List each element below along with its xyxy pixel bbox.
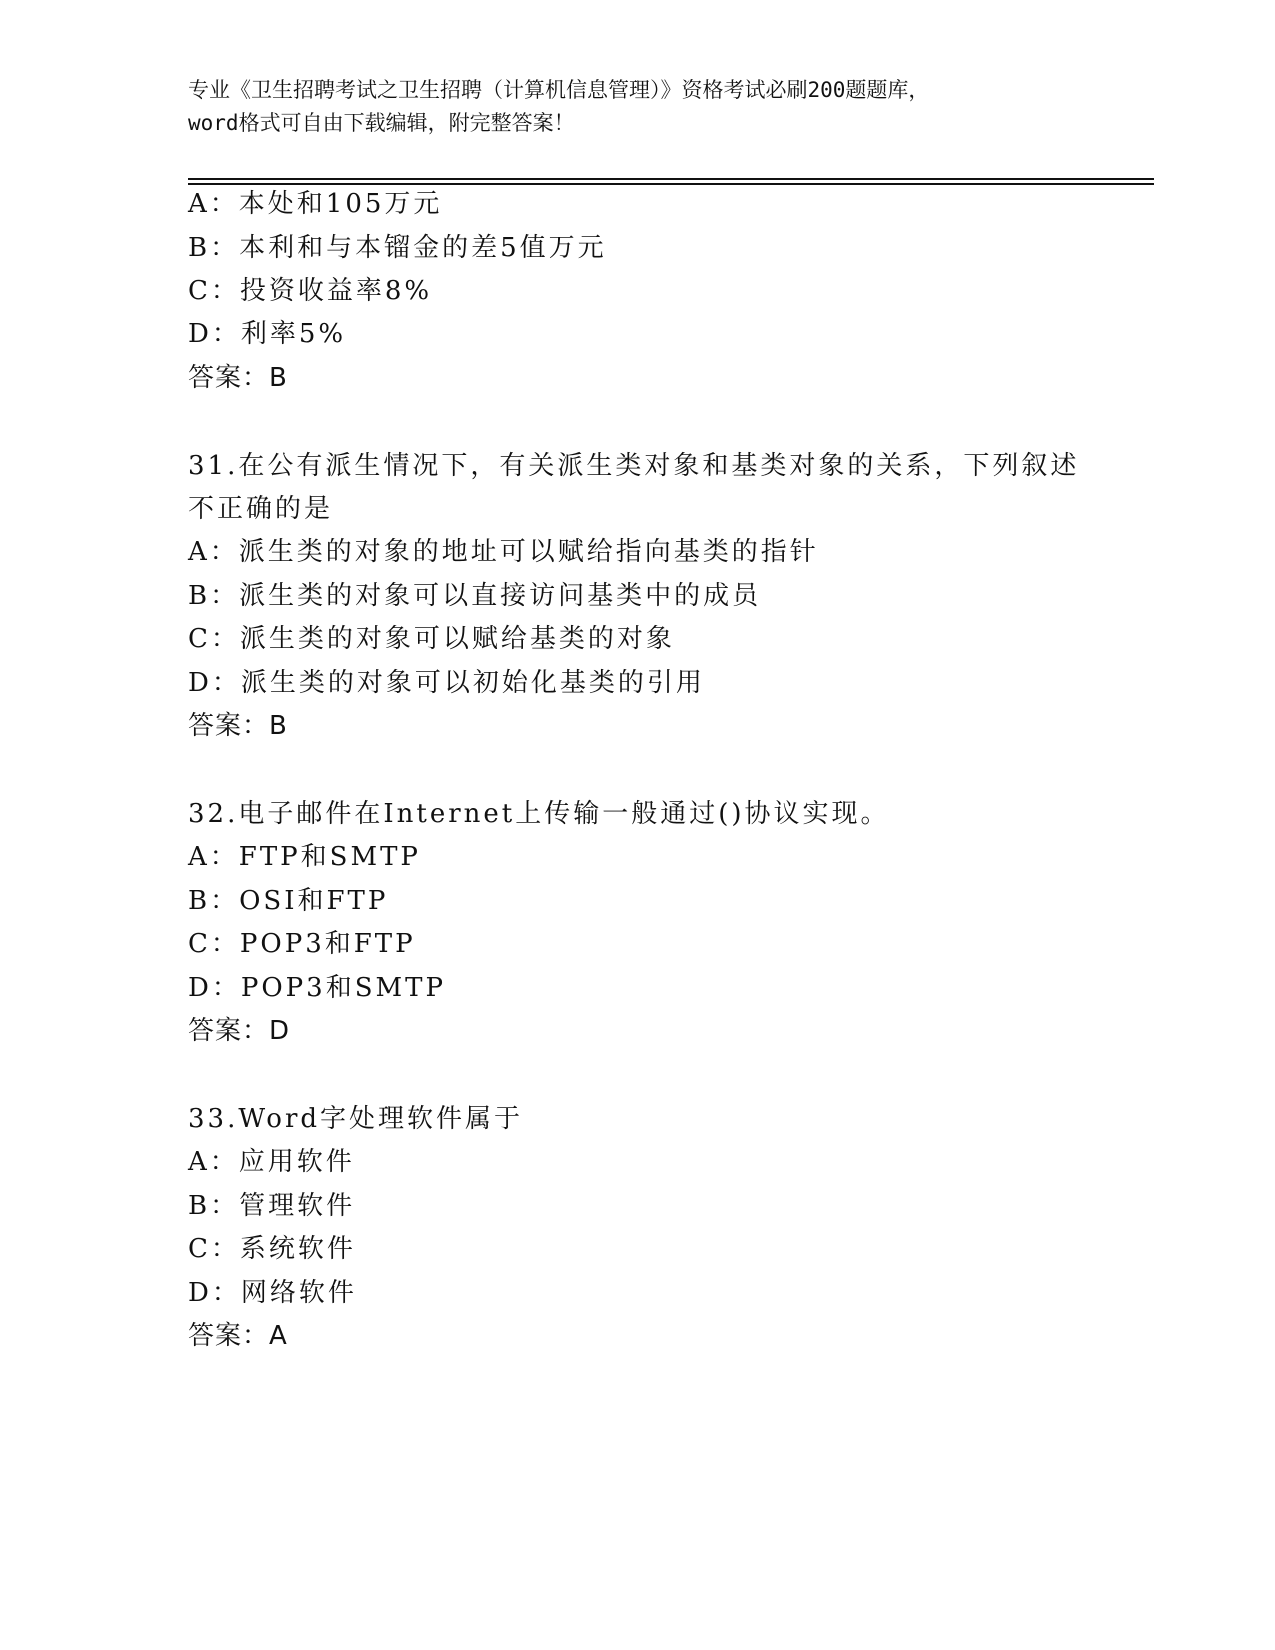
q31-stem-line-2: 不正确的是 [188,494,334,524]
document-header [188,74,1088,140]
q33-option-b: B：管理软件 [188,1191,356,1221]
header-divider-top [188,178,1154,180]
q31-option-c: C：派生类的对象可以赋给基类的对象 [188,624,675,654]
q30-option-b: B：本利和与本镏金的差5值万元 [188,233,607,263]
q31-option-d: D：派生类的对象可以初始化基类的引用 [188,668,705,698]
q31-option-b: B：派生类的对象可以直接访问基类中的成员 [188,581,762,611]
q30-option-d: D：利率5% [188,319,347,349]
q33-option-d: D：网络软件 [188,1278,357,1308]
q33-answer: 答案：A [188,1321,288,1351]
q33-stem: 33.Word字处理软件属于 [188,1104,524,1134]
q31-option-a: A：派生类的对象的地址可以赋给指向基类的指针 [188,537,819,567]
q30-option-a: A：本处和105万元 [188,189,443,219]
q32-answer: 答案：D [188,1016,291,1046]
q32-option-a: A：FTP和SMTP [188,842,421,872]
q30-answer: 答案：B [188,363,288,393]
header-divider-bottom [188,183,1154,185]
q31-answer: 答案：B [188,711,288,741]
q31-stem-line-1: 31.在公有派生情况下，有关派生类对象和基类对象的关系，下列叙述 [188,451,1080,481]
q32-option-b: B：OSI和FTP [188,886,389,916]
header-line-1: 专业《卫生招聘考试之卫生招聘（计算机信息管理）》资格考试必刷200题题库， [188,78,930,102]
q30-option-c: C：投资收益率8% [188,276,433,306]
q33-option-c: C：系统软件 [188,1234,356,1264]
header-line-2: word格式可自由下载编辑，附完整答案！ [188,111,575,135]
q33-option-a: A：应用软件 [188,1147,355,1177]
q32-option-d: D：POP3和SMTP [188,973,446,1003]
q32-option-c: C：POP3和FTP [188,929,416,959]
q32-stem: 32.电子邮件在Internet上传输一般通过()协议实现。 [188,799,890,829]
